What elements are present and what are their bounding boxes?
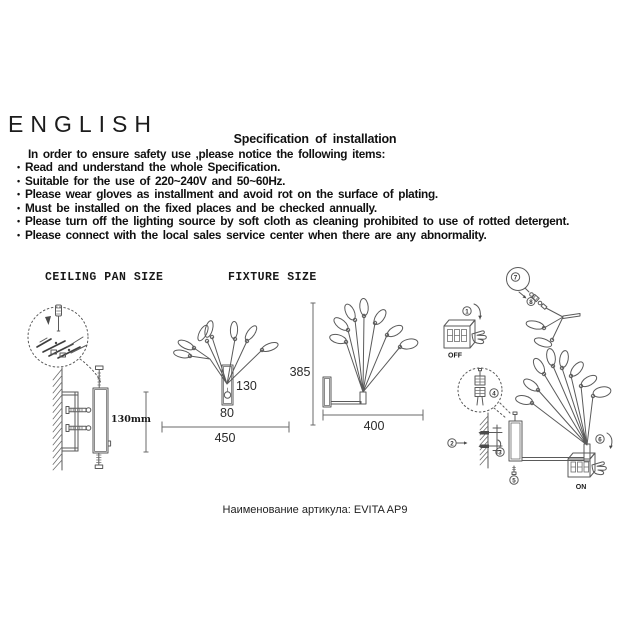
- list-item-text: Please wear gloves as installment and avoid rot on the surface of plating.: [25, 187, 438, 202]
- leaf-shades-group: [173, 320, 279, 359]
- arrow-down-icon: [45, 316, 51, 325]
- dimension-fixture-depth: [323, 410, 423, 434]
- bullet-icon: •: [17, 229, 20, 240]
- dimension-label-130mm: 130mm: [111, 414, 151, 425]
- dimension-fixture-height: [290, 303, 316, 425]
- svg-text:2: 2: [450, 440, 454, 448]
- dimension-fixture-width: [162, 422, 289, 446]
- list-item-text: Please connect with the local sales service center when there are any abnormality.: [25, 227, 487, 242]
- wall-fixing: [448, 413, 504, 468]
- arrow-icon: [519, 292, 527, 299]
- fixture-size-label: FIXTURE SIZE: [228, 271, 317, 284]
- curved-arrow-icon: [474, 304, 482, 319]
- bullet-icon: •: [17, 162, 20, 172]
- list-item-text: Must be installed on the fixed places and be checked annually.: [25, 200, 377, 215]
- list-item: [17, 188, 569, 202]
- svg-text:7: 7: [513, 274, 518, 282]
- dimension-label-450: 450: [214, 431, 236, 445]
- installation-steps-diagram: [440, 262, 630, 497]
- svg-text:6: 6: [598, 436, 602, 444]
- bullet-icon: •: [17, 216, 20, 227]
- svg-text:1: 1: [465, 308, 469, 316]
- bullet-icon: •: [17, 202, 20, 213]
- bullet-icon: •: [17, 175, 20, 186]
- on-label: ON: [575, 484, 587, 491]
- list-item-text: Suitable for the use of 220~240V and 50~60Hz.: [25, 173, 286, 188]
- anchor-screw: [479, 431, 490, 435]
- dimension-label-backplate-width: 80: [220, 406, 234, 420]
- safety-items-list: [17, 161, 569, 243]
- language-heading: ENGLISH: [8, 111, 158, 137]
- wall-hatch: [53, 368, 62, 470]
- step-6-marker: [596, 435, 604, 444]
- wall-plate: [93, 388, 111, 453]
- svg-text:5: 5: [512, 477, 516, 485]
- svg-text:3: 3: [498, 449, 502, 457]
- ceiling-pan-size-label: CEILING PAN SIZE: [45, 271, 164, 284]
- off-switch: [444, 304, 486, 360]
- list-item: [17, 215, 569, 229]
- list-item: [17, 175, 569, 189]
- connector-balloon: [458, 368, 510, 418]
- list-item: [17, 229, 569, 243]
- article-caption: Наименование артикула: EVITA AP9: [222, 504, 408, 516]
- step-8-marker: [527, 298, 535, 306]
- plate-screw-top: [96, 366, 104, 388]
- wall-plate-side: [323, 377, 331, 407]
- plate-screw-bottom: [95, 453, 103, 469]
- svg-text:8: 8: [529, 298, 533, 306]
- dimension-label-backplate-height: 130: [236, 379, 257, 393]
- list-item: [17, 202, 569, 216]
- ceiling-pan-diagram: [25, 295, 175, 480]
- dimension-label-400: 400: [363, 419, 385, 433]
- dimension-plate-height: [111, 392, 151, 452]
- hand-icon: [472, 331, 486, 344]
- leaf-shades-group: [329, 298, 419, 350]
- intro-line: In order to ensure safety use ,please notice the following items:: [28, 147, 386, 161]
- dimension-label-385: 385: [289, 365, 311, 379]
- list-item-text: Read and understand the whole Specification.: [25, 160, 281, 174]
- off-label: OFF: [448, 352, 462, 360]
- list-item-text: Please turn off the lighting source by soft cloth as cleaning prohibited to use of rotted detergent.: [25, 214, 570, 229]
- step-1-marker: [463, 307, 471, 316]
- fixture-arm: [331, 392, 366, 404]
- step-7-marker: [511, 273, 519, 282]
- on-switch: [568, 433, 613, 491]
- assembled-fixture: [515, 348, 612, 445]
- step-2-marker: [448, 439, 468, 448]
- hand-icon: [592, 462, 606, 475]
- bulb-icon: [507, 268, 530, 291]
- curved-arrow-icon: [607, 433, 613, 449]
- list-item: [17, 161, 569, 175]
- mounting-bracket: [62, 392, 78, 451]
- exploded-bracket-sketch: [37, 337, 87, 358]
- bullet-icon: •: [17, 189, 20, 200]
- backplate: [222, 365, 233, 405]
- fixture-front-diagram: [160, 300, 320, 450]
- page-title: Specification of installation: [233, 132, 397, 146]
- branch-arms: [190, 337, 262, 384]
- step-5-marker: [510, 476, 518, 485]
- step-4-marker: [490, 389, 498, 398]
- svg-text:4: 4: [492, 390, 496, 398]
- bulb-assembly: [507, 268, 581, 349]
